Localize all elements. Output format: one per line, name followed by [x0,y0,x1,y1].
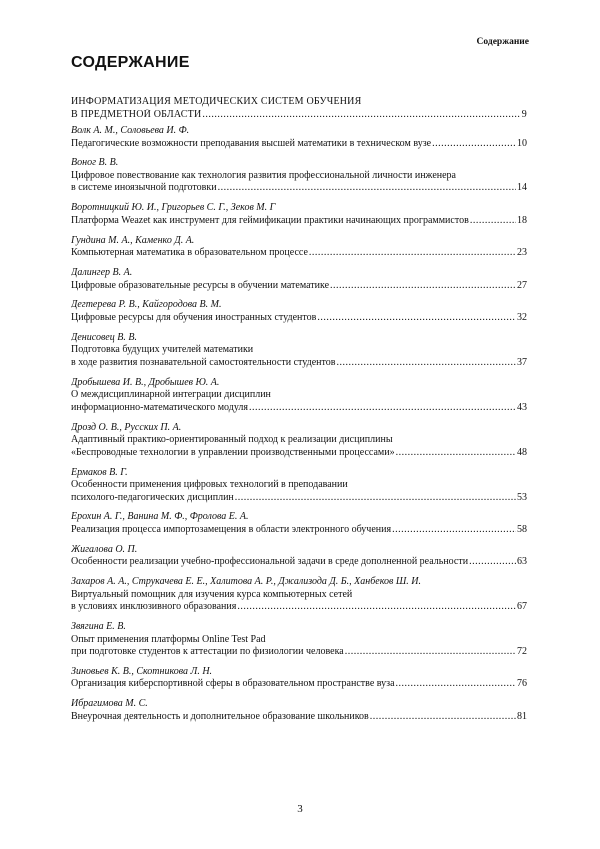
dot-leader [432,138,516,151]
dot-leader [330,280,516,293]
toc-entry-page: 27 [517,279,527,291]
toc-entry-leader-row [71,492,527,505]
toc-entry-page: 48 [517,446,527,458]
toc-entry-authors: Зиновьев К. В., Скотникова Л. Н. [71,665,213,677]
toc-entry-leader-row [71,646,527,659]
toc-entry-leader-row [71,402,527,415]
toc-entry-title-line: информационно-математического модуля [71,401,249,413]
toc-entry[interactable] [71,299,527,324]
toc-entry[interactable] [71,235,527,260]
toc-entry-title-line: в ходе развития познавательной самостоятельности студентов [71,356,336,368]
toc-entry-title-line: Внеурочная деятельность и дополнительное образование школьников [71,710,369,722]
toc-entry-page: 14 [517,182,527,194]
toc-entry-title-line: Опыт применения платформы Online Test Pad [71,633,266,645]
toc-entry-authors: Далингер В. А. [71,267,133,279]
toc-entry-authors: Дегтерева Р. В., Кайгородова В. М. [71,299,222,311]
toc-entry-leader-row [71,447,527,460]
dot-leader [396,447,516,460]
toc-entry-page: 63 [517,556,527,568]
toc-entry-page: 72 [517,646,527,658]
toc-entry-leader-row [71,556,527,569]
toc-entry[interactable] [71,125,527,150]
toc-entry-authors: Звягина Е. В. [71,621,126,633]
dot-leader [309,247,516,260]
toc-entry[interactable] [71,621,527,659]
toc-entry[interactable] [71,576,527,614]
dot-leader [345,646,516,659]
toc-entry-leader-row [71,357,527,370]
dot-leader [235,492,516,505]
toc-entry-leader-row [71,678,527,691]
toc-entry-authors: Воротницкий Ю. И., Григорьев С. Г., Зеков М. Г [71,202,276,214]
toc-entry[interactable] [71,377,527,415]
dot-leader [218,182,516,195]
toc-entry-page: 37 [517,356,527,368]
section-title-line: ИНФОРМАТИЗАЦИЯ МЕТОДИЧЕСКИХ СИСТЕМ ОБУЧЕНИЯ [71,96,362,107]
dot-leader [237,601,516,614]
toc-entry[interactable] [71,202,527,227]
toc-entry[interactable] [71,544,527,569]
toc-entry-authors: Гундина М. А., Каменко Д. А. [71,234,195,246]
toc-entry-authors: Воног В. В. [71,157,119,169]
toc-entry-page: 23 [517,247,527,259]
toc-entry-authors: Волк А. М., Соловьева И. Ф. [71,125,190,136]
toc-entry[interactable] [71,332,527,370]
toc-entry[interactable] [71,157,527,195]
toc-entry-authors: Денисовец В. В. [71,331,137,343]
toc-entry[interactable] [71,267,527,292]
toc-entry-authors: Ермаков В. Г. [71,466,128,478]
section-title-leader [71,109,527,122]
toc-entry-page: 58 [517,523,527,535]
dot-leader [469,556,516,569]
toc-entry-title-line: при подготовке студентов к аттестации по физиологии человека [71,646,344,658]
toc-entry-leader-row [71,215,527,228]
toc-entry-authors: Дрозд О. В., Русских П. А. [71,421,182,433]
toc-entry-authors: Захаров А. А., Струкачева Е. Е., Халитова А. Р., Джализода Д. Б., Ханбеков Ш. И. [71,576,422,588]
running-header: Содержание [476,37,529,47]
toc-entry-leader-row [71,601,527,614]
toc-entry-title-line: Компьютерная математика в образовательном процессе [71,247,308,259]
toc-entry-title-line: в условиях инклюзивного образования [71,601,237,613]
toc-entry-leader-row [71,138,527,151]
toc-entry-title-line: Особенности применения цифровых технологий в преподавании [71,479,348,491]
toc-entry-page: 53 [517,491,527,503]
toc-entry[interactable] [71,511,527,536]
section-page: 9 [521,108,527,120]
toc-entry-leader-row [71,711,527,724]
toc-entry-title-line: Цифровые образовательные ресурсы в обучении математике [71,279,330,291]
toc-entry-page: 43 [517,401,527,413]
dot-leader [392,524,516,537]
toc-entry-page: 18 [517,214,527,226]
dot-leader [370,711,516,724]
toc-section-heading[interactable] [71,96,527,121]
toc-entry-title-line: Платформа Weazet как инструмент для геймификации практики начинающих программистов [71,214,469,226]
toc-entry[interactable] [71,666,527,691]
toc-entry-title-line: Реализация процесса импортозамещения в области электронного обучения [71,523,392,535]
toc-entry-authors: Дробышева И. В., Дробышев Ю. А. [71,376,220,388]
toc-entry-title-line: в системе иноязычной подготовки [71,182,217,194]
dot-leader [336,357,516,370]
toc-entry-title-line: Адаптивный практико-ориентированный подход к реализации дисциплины [71,434,393,446]
toc-entry-title-line: Особенности реализации учебно-профессиональной задачи в среде дополненной реальности [71,556,469,568]
toc-entry-title-line: «Беспроводные технологии в управлении производственными процессами» [71,446,395,458]
toc-entry-page: 76 [517,678,527,690]
toc-entry-title-line: Педагогические возможности преподавания высшей математики в техническом вузе [71,137,432,149]
section-title-line: В ПРЕДМЕТНОЙ ОБЛАСТИ [71,108,202,120]
toc-entry-leader-row [71,524,527,537]
toc-entry-authors: Ибрагимова М. С. [71,698,148,710]
toc-entry[interactable] [71,422,527,460]
table-of-contents [71,96,527,731]
toc-entry-title-line: Цифровое повествование как технология развития профессиональной личности инженера [71,169,456,181]
toc-entry-page: 81 [517,710,527,722]
page-title: СОДЕРЖАНИЕ [71,54,190,71]
toc-entry[interactable] [71,467,527,505]
toc-entry-title-line: психолого-педагогических дисциплин [71,491,234,503]
toc-entry-title-line: Виртуальный помощник для изучения курса компьютерных сетей [71,588,353,600]
dot-leader [396,678,516,691]
toc-entry[interactable] [71,698,527,723]
toc-entry-page: 67 [517,601,527,613]
toc-entry-leader-row [71,182,527,195]
toc-entry-page: 10 [517,137,527,149]
toc-entry-title-line: Организация киберспортивной сферы в образовательном пространстве вуза [71,678,395,690]
toc-entry-title-line: О междисциплинарной интеграции дисциплин [71,389,271,401]
toc-entry-authors: Жигалова О. П. [71,543,138,555]
toc-entry-leader-row [71,247,527,260]
toc-entry-authors: Ерохин А. Г., Ванина М. Ф., Фролова Е. А. [71,511,249,523]
toc-entries [71,125,527,723]
toc-entry-title-line: Подготовка будущих учителей математики [71,344,254,356]
page-number: 3 [297,803,303,815]
dot-leader [249,402,516,415]
toc-entry-leader-row [71,280,527,293]
toc-entry-leader-row [71,312,527,325]
dot-leader [317,312,516,325]
toc-entry-title-line: Цифровые ресурсы для обучения иностранных студентов [71,311,317,323]
toc-entry-page: 32 [517,311,527,323]
dot-leader [470,215,516,228]
dot-leader [202,109,520,122]
